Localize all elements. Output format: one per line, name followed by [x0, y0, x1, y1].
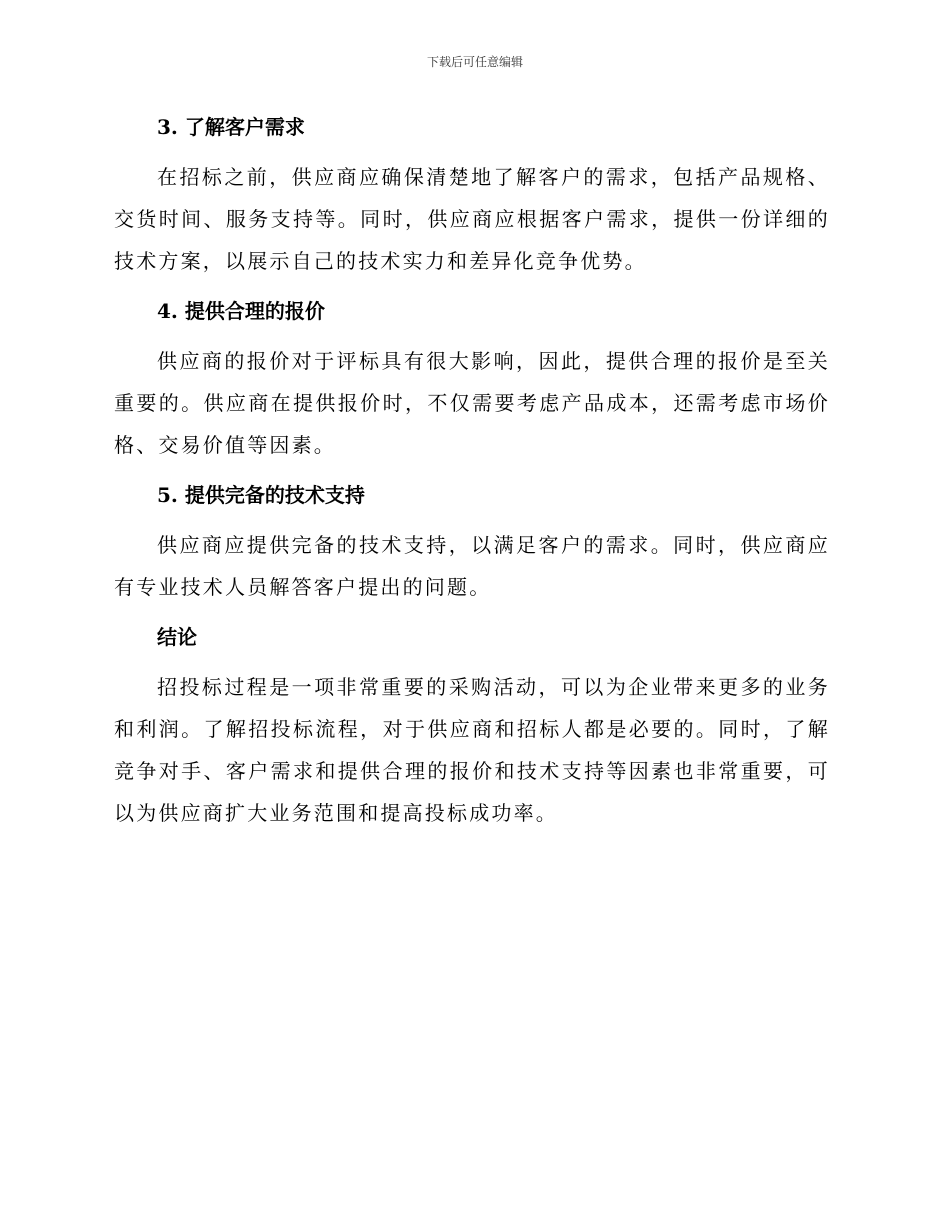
section-5 — [114, 478, 830, 620]
header-note: 下载后可任意编辑 — [426, 55, 523, 69]
document-body — [114, 110, 830, 834]
section-paragraph: 在招标之前，供应商应确保清楚地了解客户的需求，包括产品规格、交货时间、服务支持等。同时，供应商应根据客户需求，提供一份详细的技术方案，以展示自己的技术实力和差异化竞争优势。 — [114, 165, 830, 273]
section-title: 5. 提供完备的技术支持 — [157, 483, 365, 507]
section-title: 4. 提供合理的报价 — [157, 299, 325, 323]
section-4 — [114, 294, 830, 478]
section-title: 3. 了解客户需求 — [157, 115, 305, 139]
section-paragraph: 供应商的报价对于评标具有很大影响，因此，提供合理的报价是至关重要的。供应商在提供报价时，不仅需要考虑产品成本，还需考虑市场价格、交易价值等因素。 — [114, 349, 830, 457]
section-conclusion — [114, 620, 830, 834]
section-3 — [114, 110, 830, 294]
section-title: 结论 — [157, 625, 197, 649]
section-paragraph: 供应商应提供完备的技术支持，以满足客户的需求。同时，供应商应有专业技术人员解答客户提出的问题。 — [114, 533, 830, 599]
section-paragraph: 招投标过程是一项非常重要的采购活动，可以为企业带来更多的业务和利润。了解招投标流程，对于供应商和招标人都是必要的。同时，了解竞争对手、客户需求和提供合理的报价和技术支持等因素也非常重要，可以为供应商扩大业务范围和提高投标成功率。 — [114, 675, 830, 825]
